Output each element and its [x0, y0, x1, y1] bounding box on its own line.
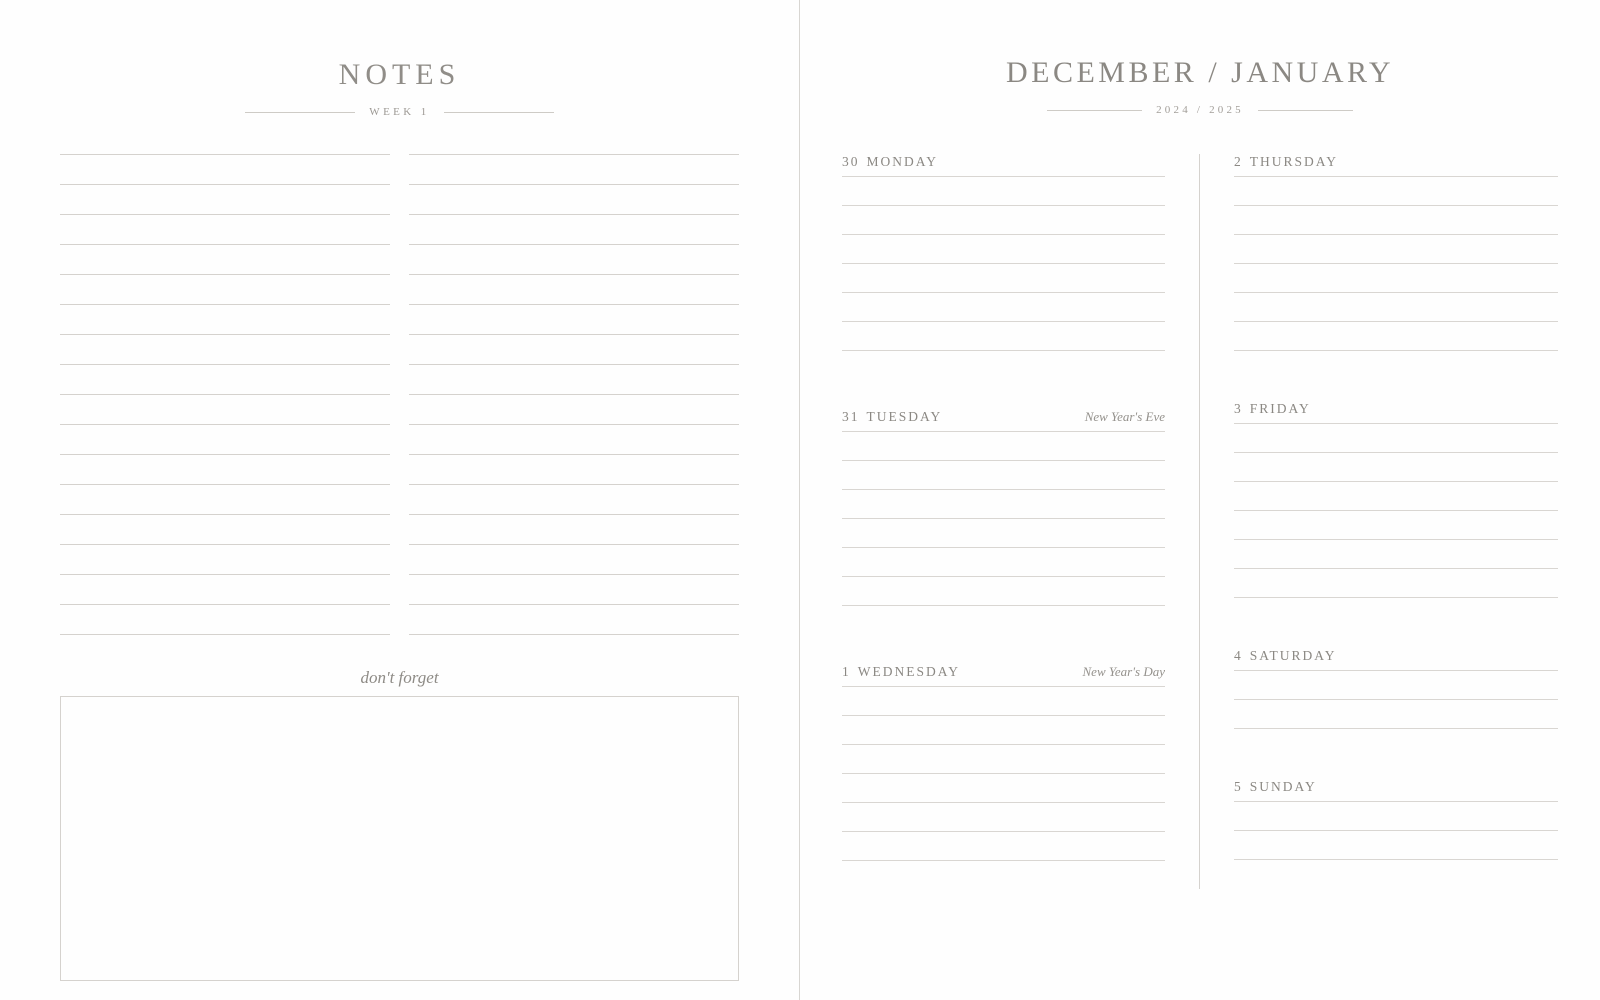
week-column-right	[1200, 154, 1558, 889]
note-line[interactable]	[60, 304, 390, 305]
note-line[interactable]	[60, 604, 390, 605]
day-line[interactable]	[1234, 670, 1558, 671]
week-grid	[842, 154, 1558, 889]
day-line[interactable]	[842, 263, 1165, 264]
note-line[interactable]	[60, 634, 390, 635]
day-header	[1234, 648, 1558, 670]
holiday-label: New Year's Day	[1082, 664, 1165, 679]
day-lines[interactable]	[842, 686, 1165, 861]
note-line[interactable]	[409, 184, 739, 185]
divider-right	[444, 112, 554, 113]
day-spacer	[1234, 757, 1558, 779]
day-header	[1234, 154, 1558, 176]
day-line[interactable]	[1234, 801, 1558, 802]
day-number: 5	[1234, 779, 1243, 794]
day-label	[842, 409, 942, 425]
day-spacer	[842, 634, 1165, 664]
day-spacer	[1234, 379, 1558, 401]
day-line[interactable]	[1234, 205, 1558, 206]
day-label	[1234, 401, 1311, 417]
day-lines[interactable]	[842, 431, 1165, 606]
day-line[interactable]	[1234, 423, 1558, 424]
day-spacer	[1234, 626, 1558, 648]
day-line[interactable]	[842, 321, 1165, 322]
dont-forget-label: don't forget	[360, 668, 439, 687]
day-line[interactable]	[842, 831, 1165, 832]
notes-subtitle-row	[0, 106, 799, 118]
dont-forget-box[interactable]	[60, 696, 739, 981]
note-line[interactable]	[60, 244, 390, 245]
day-label	[842, 664, 960, 680]
day-lines[interactable]	[1234, 670, 1558, 729]
day-line[interactable]	[842, 460, 1165, 461]
day-weekday: FRIDAY	[1249, 401, 1311, 416]
note-line[interactable]	[409, 274, 739, 275]
day-line[interactable]	[842, 518, 1165, 519]
note-line[interactable]	[60, 184, 390, 185]
note-line[interactable]	[409, 334, 739, 335]
holiday-label: New Year's Eve	[1084, 409, 1165, 424]
day-header	[842, 664, 1165, 686]
note-line[interactable]	[60, 484, 390, 485]
day-line[interactable]	[1234, 830, 1558, 831]
note-line[interactable]	[60, 394, 390, 395]
note-line[interactable]	[409, 154, 739, 155]
day-block	[1234, 648, 1558, 729]
day-line[interactable]	[1234, 539, 1558, 540]
day-lines[interactable]	[1234, 176, 1558, 351]
note-line[interactable]	[60, 454, 390, 455]
day-line[interactable]	[842, 234, 1165, 235]
notes-column-left[interactable]	[60, 154, 390, 664]
note-line[interactable]	[409, 544, 739, 545]
day-line[interactable]	[1234, 263, 1558, 264]
day-line[interactable]	[842, 605, 1165, 606]
day-line[interactable]	[842, 686, 1165, 687]
day-lines[interactable]	[842, 176, 1165, 351]
day-line[interactable]	[842, 773, 1165, 774]
day-header	[842, 154, 1165, 176]
note-line[interactable]	[60, 574, 390, 575]
day-line[interactable]	[842, 489, 1165, 490]
note-line[interactable]	[409, 574, 739, 575]
note-line[interactable]	[409, 634, 739, 635]
day-number: 1	[842, 664, 851, 679]
day-lines[interactable]	[1234, 423, 1558, 598]
page-title: NOTES	[338, 58, 461, 91]
year-label: 2024 / 2025	[1156, 104, 1244, 116]
day-line[interactable]	[1234, 234, 1558, 235]
notes-column-right[interactable]	[409, 154, 739, 664]
note-line[interactable]	[409, 454, 739, 455]
day-line[interactable]	[842, 431, 1165, 432]
note-line[interactable]	[60, 274, 390, 275]
day-number: 4	[1234, 648, 1243, 663]
year-row	[800, 104, 1600, 116]
day-line[interactable]	[1234, 350, 1558, 351]
day-line[interactable]	[1234, 728, 1558, 729]
day-line[interactable]	[842, 350, 1165, 351]
note-line[interactable]	[409, 214, 739, 215]
day-line[interactable]	[842, 576, 1165, 577]
week-page	[800, 0, 1600, 1000]
day-line[interactable]	[1234, 481, 1558, 482]
day-weekday: SUNDAY	[1249, 779, 1317, 794]
day-header	[1234, 401, 1558, 423]
month-title: DECEMBER / JANUARY	[1005, 56, 1395, 89]
note-line[interactable]	[409, 604, 739, 605]
day-label	[1234, 648, 1337, 664]
day-label	[1234, 154, 1338, 170]
day-line[interactable]	[842, 292, 1165, 293]
day-weekday: WEDNESDAY	[857, 664, 960, 679]
day-number: 31	[842, 409, 860, 424]
day-label	[842, 154, 938, 170]
day-line[interactable]	[1234, 859, 1558, 860]
notes-columns	[60, 154, 739, 664]
year-divider-left	[1047, 110, 1142, 111]
day-block	[842, 664, 1165, 861]
note-line[interactable]	[409, 484, 739, 485]
day-line[interactable]	[1234, 176, 1558, 177]
day-label	[1234, 779, 1317, 795]
note-line[interactable]	[60, 334, 390, 335]
day-line[interactable]	[842, 744, 1165, 745]
day-block	[1234, 779, 1558, 860]
note-line[interactable]	[60, 544, 390, 545]
year-divider-right	[1258, 110, 1353, 111]
day-number: 3	[1234, 401, 1243, 416]
day-header	[1234, 779, 1558, 801]
note-line[interactable]	[60, 214, 390, 215]
week-label: WEEK 1	[369, 106, 430, 118]
note-line[interactable]	[60, 514, 390, 515]
day-block	[842, 409, 1165, 606]
day-number: 2	[1234, 154, 1243, 169]
day-line[interactable]	[1234, 568, 1558, 569]
note-line[interactable]	[60, 154, 390, 155]
day-weekday: THURSDAY	[1249, 154, 1339, 169]
day-line[interactable]	[1234, 452, 1558, 453]
day-block	[1234, 401, 1558, 598]
day-line[interactable]	[1234, 292, 1558, 293]
day-line[interactable]	[842, 715, 1165, 716]
note-line[interactable]	[409, 394, 739, 395]
day-line[interactable]	[1234, 321, 1558, 322]
note-line[interactable]	[409, 364, 739, 365]
note-line[interactable]	[409, 514, 739, 515]
day-line[interactable]	[842, 860, 1165, 861]
note-line[interactable]	[409, 304, 739, 305]
divider-left	[245, 112, 355, 113]
note-line[interactable]	[409, 424, 739, 425]
day-line[interactable]	[1234, 699, 1558, 700]
day-line[interactable]	[842, 802, 1165, 803]
week-column-left	[842, 154, 1200, 889]
note-line[interactable]	[60, 364, 390, 365]
note-line[interactable]	[60, 424, 390, 425]
note-line[interactable]	[409, 244, 739, 245]
day-line[interactable]	[1234, 597, 1558, 598]
day-block	[1234, 154, 1558, 351]
day-weekday: SATURDAY	[1249, 648, 1337, 663]
day-line[interactable]	[842, 176, 1165, 177]
day-weekday: TUESDAY	[866, 409, 943, 424]
day-line[interactable]	[1234, 510, 1558, 511]
day-header	[842, 409, 1165, 431]
day-line[interactable]	[842, 205, 1165, 206]
day-number: 30	[842, 154, 860, 169]
day-weekday: MONDAY	[866, 154, 939, 169]
day-block	[842, 154, 1165, 351]
day-line[interactable]	[842, 547, 1165, 548]
day-spacer	[842, 379, 1165, 409]
day-lines[interactable]	[1234, 801, 1558, 860]
